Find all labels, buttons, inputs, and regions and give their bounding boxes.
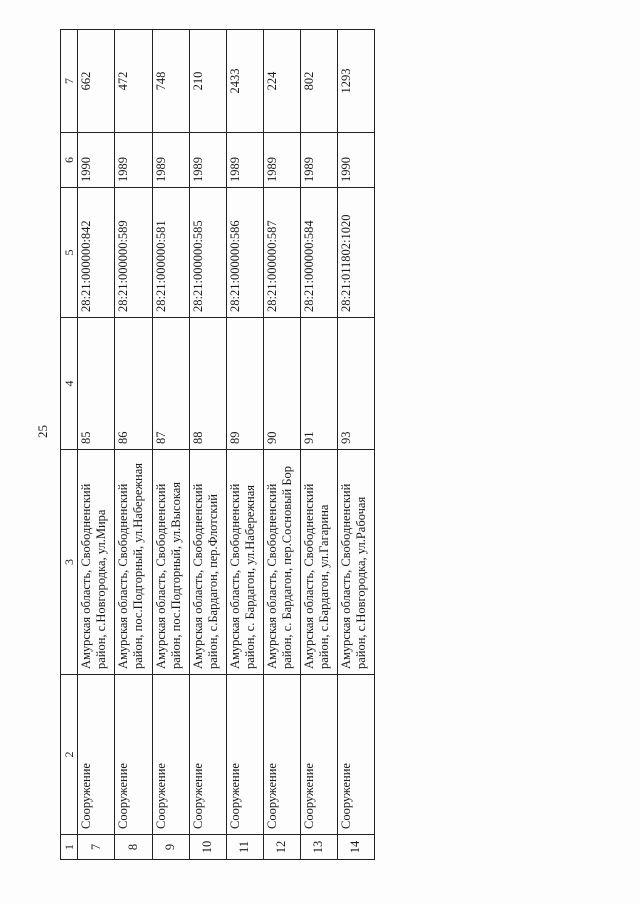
- registry-number: 93: [337, 318, 374, 450]
- object-address: Амурская область, Свободненский район, с.Новгородка, ул.Рабочая: [337, 450, 374, 675]
- table-row: [78, 30, 115, 860]
- registry-number: 86: [115, 318, 152, 450]
- length-value: 662: [78, 30, 115, 133]
- object-address: Амурская область, Свободненский район, пос.Подгорный, ул.Набережная: [115, 450, 152, 675]
- object-address: Амурская область, Свободненский район, с. Бардагон, ул.Набережная: [226, 450, 263, 675]
- column-header: 3: [61, 450, 78, 675]
- object-type: Сооружение: [115, 675, 152, 835]
- row-number: 7: [78, 835, 115, 860]
- year-built: 1989: [152, 133, 189, 188]
- column-header: 1: [61, 835, 78, 860]
- page-number: 25: [35, 425, 50, 438]
- cadastral-number: 28:21:000000:585: [189, 188, 226, 318]
- object-address: Амурская область, Свободненский район, с.Новгородка, ул.Мира: [78, 450, 115, 675]
- table-row: [263, 30, 300, 860]
- object-type: Сооружение: [189, 675, 226, 835]
- length-value: 472: [115, 30, 152, 133]
- year-built: 1989: [115, 133, 152, 188]
- year-built: 1989: [189, 133, 226, 188]
- object-type: Сооружение: [226, 675, 263, 835]
- cadastral-number: 28:21:000000:589: [115, 188, 152, 318]
- registry-number: 89: [226, 318, 263, 450]
- table-row: [152, 30, 189, 860]
- length-value: 748: [152, 30, 189, 133]
- registry-number: 87: [152, 318, 189, 450]
- object-type: Сооружение: [152, 675, 189, 835]
- column-header: 2: [61, 675, 78, 835]
- registry-number: 85: [78, 318, 115, 450]
- year-built: 1990: [337, 133, 374, 188]
- column-header: 5: [61, 188, 78, 318]
- row-number: 12: [263, 835, 300, 860]
- registry-number: 88: [189, 318, 226, 450]
- column-header: 7: [61, 30, 78, 133]
- row-number: 9: [152, 835, 189, 860]
- row-number: 11: [226, 835, 263, 860]
- registry-number: 91: [300, 318, 337, 450]
- column-header: 4: [61, 318, 78, 450]
- cadastral-number: 28:21:000000:587: [263, 188, 300, 318]
- rotated-table-container: [60, 30, 375, 860]
- cadastral-number: 28:21:000000:581: [152, 188, 189, 318]
- column-header: 6: [61, 133, 78, 188]
- year-built: 1990: [78, 133, 115, 188]
- table-row: [189, 30, 226, 860]
- cadastral-number: 28:21:000000:842: [78, 188, 115, 318]
- year-built: 1989: [226, 133, 263, 188]
- cadastral-number: 28:21:011802:1020: [337, 188, 374, 318]
- table-row: [337, 30, 374, 860]
- table-row: [300, 30, 337, 860]
- year-built: 1989: [300, 133, 337, 188]
- object-address: Амурская область, Свободненский район, пос.Подгорный, ул.Высокая: [152, 450, 189, 675]
- row-number: 14: [337, 835, 374, 860]
- object-type: Сооружение: [78, 675, 115, 835]
- object-address: Амурская область, Свободненский район, с.Бардагон, ул.Гагарина: [300, 450, 337, 675]
- row-number: 10: [189, 835, 226, 860]
- property-table: [60, 29, 375, 860]
- row-number: 13: [300, 835, 337, 860]
- object-type: Сооружение: [337, 675, 374, 835]
- length-value: 1293: [337, 30, 374, 133]
- cadastral-number: 28:21:000000:584: [300, 188, 337, 318]
- table-row: [226, 30, 263, 860]
- length-value: 802: [300, 30, 337, 133]
- object-address: Амурская область, Свободненский район, с.Бардагон, пер.Флотский: [189, 450, 226, 675]
- object-type: Сооружение: [300, 675, 337, 835]
- length-value: 210: [189, 30, 226, 133]
- length-value: 224: [263, 30, 300, 133]
- table-row: [115, 30, 152, 860]
- row-number: 8: [115, 835, 152, 860]
- registry-number: 90: [263, 318, 300, 450]
- object-type: Сооружение: [263, 675, 300, 835]
- length-value: 2433: [226, 30, 263, 133]
- object-address: Амурская область, Свободненский район, с. Бардагон, пер.Сосновый Бор: [263, 450, 300, 675]
- year-built: 1989: [263, 133, 300, 188]
- cadastral-number: 28:21:000000:586: [226, 188, 263, 318]
- header-row: [61, 30, 78, 860]
